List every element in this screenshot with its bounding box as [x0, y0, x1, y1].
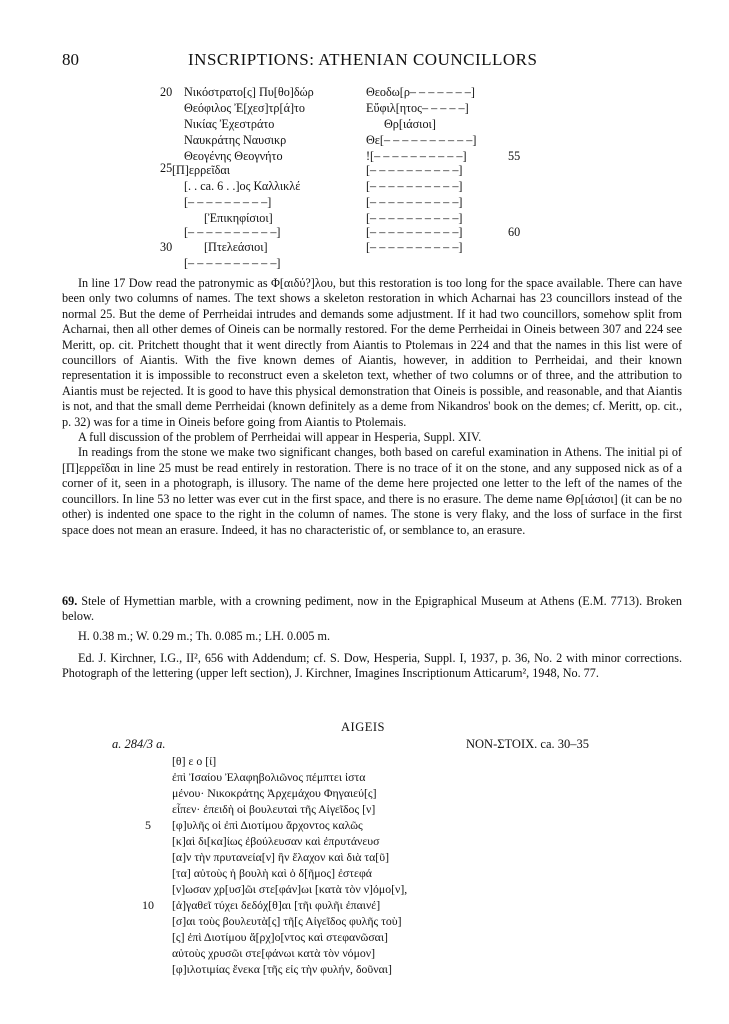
commentary-paragraph: In line 17 Dow read the patronymic as Φ[αιδύ?]λου, but this restoration is too long for the space available. There can have been only two columns of names. The text shows a skeleton restoration in which Acharnai has 23 councillors instead of the normal 25. But the deme of Perrheidai intrudes and demands some adjustment. If it had two councillors, somehow split from Acharnai, then all other demes of Oineis can be normally restored. For the deme Perrheidai in Oineis between 307 and 224 see Meritt, op. cit. Pritchett thought that it went directly from Aiantis to Ptolemaıs in 224 and that the names in this list were of councillors of Aiantis. With the five known demes of Aiantis, however, in addition to Perrheidai, and their known representation it is impossible to reconstruct even a skeleton text, whether of two columns or of three, and the attribution to Aiantis must be rejected. It is good to have this physical demonstration that Oineis is possible, and reasonable, and that Aiantis is not, and that the small deme Perrheidai (known definitely as a deme from Nikandros' book on the demes; cf. Meritt, op. cit., p. 32) was for a time in Oineis before going from Aiantis to Ptolemais. — [62, 276, 682, 429]
inscription-line: Ναυκράτης Ναυσικρ — [184, 133, 287, 147]
inscription-line: [κ]αὶ δι[κα]ίως ἐβούλευσαν καὶ ἐπρυτάνευσ — [172, 834, 380, 848]
line-number: 20 — [160, 85, 173, 99]
inscription-line: [τα] αὐτοὺς ἡ βουλὴ καὶ ὁ δ[ῆμος] ἐστεφά — [172, 866, 372, 880]
line-number: 5 — [145, 818, 151, 832]
inscription-line: ἐπὶ Ἰσαίου Ἐλαφηβολιῶνος πέμπτει ἱστα — [172, 770, 366, 784]
inscription-line: [– – – – – – – – – –] — [184, 256, 281, 270]
inscription-line: [Ἐπικηφίσιοι] — [204, 211, 273, 225]
inscription-date: a. 284/3 a. — [112, 737, 166, 751]
inscription-line: Εὔφιλ[ητος– – – – –] — [366, 101, 469, 115]
edition-text: Ed. J. Kirchner, I.G., II², 656 with Addendum; cf. S. Dow, Hesperia, Suppl. I, 1937, p. 36, No. 2 with minor corrections. Photograph of the lettering (upper left section), J. Kirchner, Imagines Inscriptionum Atticarum², 1948, No. 77. — [62, 651, 682, 681]
inscription-line: [– – – – – – – – – –] — [366, 195, 463, 209]
inscription-line: μένου· Νικοκράτης Ἀρχεμάχου Φηγαιεύ[ς] — [172, 786, 377, 800]
commentary-paragraph: In readings from the stone we make two significant changes, both based on careful examination in Athens. The initial pi of [Π]ερρεῖδαι in line 25 must be read entirely in restoration. There is no trace of it on the stone, and any supposed nick as of a corner of it, seen in a photograph, is illusory. The name of the deme here projected one letter to the left of the names of the councillors. In line 53 no letter was ever cut in the first space, and there is no erasure. The deme name Θρ[ιάσιοι] (it can be no other) is indented one space to the right in the column of names. The stone is very flaky, and the loss of surface in the first space does not mean an erasure. Indeed, it has no characteristic of, or semblance to, an erasure. — [62, 445, 682, 537]
inscription-line: [– – – – – – – – – –] — [184, 225, 281, 239]
line-number: 60 — [508, 225, 521, 239]
entry-description: Stele of Hymettian marble, with a crowning pediment, now in the Epigraphical Museum at Athens (E.M. 7713). Broken below. — [62, 594, 683, 624]
inscription-line: [ἀ]γαθεῖ τύχει δεδόχ[θ]αι [τῆι φυλῆι ἐπαινέ] — [172, 898, 381, 912]
inscription-line: [. . ca. 6 . .]ος Καλλικλέ — [184, 179, 301, 193]
inscription-line: Θεοδω[ρ– – – – – – –] — [366, 85, 475, 99]
inscription-line: [σ]αι τοὺς βουλευτὰ[ς] τῆ[ς Αἰγεῖδος φυλῆς τοὺ] — [172, 914, 402, 928]
inscription-line: [α]ν τὴν πρυτανεία[ν] ἣν ἔλαχον καὶ διὰ τα[ῦ] — [172, 850, 389, 864]
inscription-line: αὐτοὺς χρυσῶι στε[φάνωι κατὰ τὸν νόμον] — [172, 946, 376, 960]
line-number: 55 — [508, 149, 521, 163]
line-number: 30 — [160, 240, 173, 254]
inscription-line: Θεογένης Θεογνήτο — [184, 149, 283, 163]
inscription-line: Νικόστρατο[ς] Πυ[θο]δώρ — [184, 85, 314, 99]
inscription-line: [ν]ωσαν χρ[υσ]ῶι στε[φάν]ωι [κατὰ τὸν ν]όμο[ν], — [172, 882, 408, 896]
inscription-line: [Π]ερρεῖδαι — [172, 163, 231, 177]
entry-69-description — [62, 594, 682, 625]
commentary — [62, 276, 682, 538]
inscription-line: [– – – – – – – – – –] — [366, 225, 463, 239]
running-title: INSCRIPTIONS: ATHENIAN COUNCILLORS — [188, 50, 538, 69]
entry-edition — [62, 651, 682, 682]
inscription-line: [ς] ἐπὶ Διοτίμου ἄ[ρχ]ο[ντος καὶ στεφανῶσαι] — [172, 930, 388, 944]
inscription-line: [φ]υλῆς οἱ ἐπὶ Διοτίμου ἄρχοντος καλῶς — [172, 818, 363, 832]
line-number: 10 — [142, 898, 154, 912]
page-number: 80 — [62, 50, 79, 69]
inscription-line: [– – – – – – – – – –] — [366, 163, 463, 177]
inscription-style: NON-ΣΤΟΙΧ. ca. 30–35 — [466, 737, 589, 751]
inscription-line: [– – – – – – – – – –] — [366, 240, 463, 254]
inscription-line: [Πτελεάσιοι] — [204, 240, 268, 254]
section-heading: AIGEIS — [341, 720, 385, 734]
inscription-line: [φ]ιλοτιμίας ἕνεκα [τῆς εἰς τὴν φυλήν, δοῦναι] — [172, 962, 392, 976]
inscription-line: [– – – – – – – – – –] — [366, 179, 463, 193]
entry-number: 69. — [62, 594, 78, 608]
inscription-line: [θ] ε ο [ί] — [172, 754, 217, 768]
inscription-line: Νικίας Ἐχεστράτο — [184, 117, 275, 131]
commentary-paragraph: A full discussion of the problem of Perrheidai will appear in Hesperia, Suppl. XIV. — [78, 430, 482, 445]
inscription-line: [– – – – – – – – – –] — [366, 211, 463, 225]
line-number: 25 — [160, 161, 173, 175]
entry-dimensions: H. 0.38 m.; W. 0.29 m.; Th. 0.085 m.; LH. 0.005 m. — [78, 629, 330, 643]
inscription-line: Θεόφιλος Ἐ[χεσ]τρ[ά]το — [184, 101, 306, 115]
inscription-line: Θρ[ιάσιοι] — [384, 117, 436, 131]
inscription-line: Θε[– – – – – – – – – –] — [366, 133, 477, 147]
inscription-line: εἶπεν· ἐπειδὴ οἱ βουλευταὶ τῆς Αἰγεῖδος [ν] — [172, 802, 376, 816]
inscription-line: ![– – – – – – – – – –] — [366, 149, 467, 163]
inscription-line: [– – – – – – – – –] — [184, 195, 272, 209]
